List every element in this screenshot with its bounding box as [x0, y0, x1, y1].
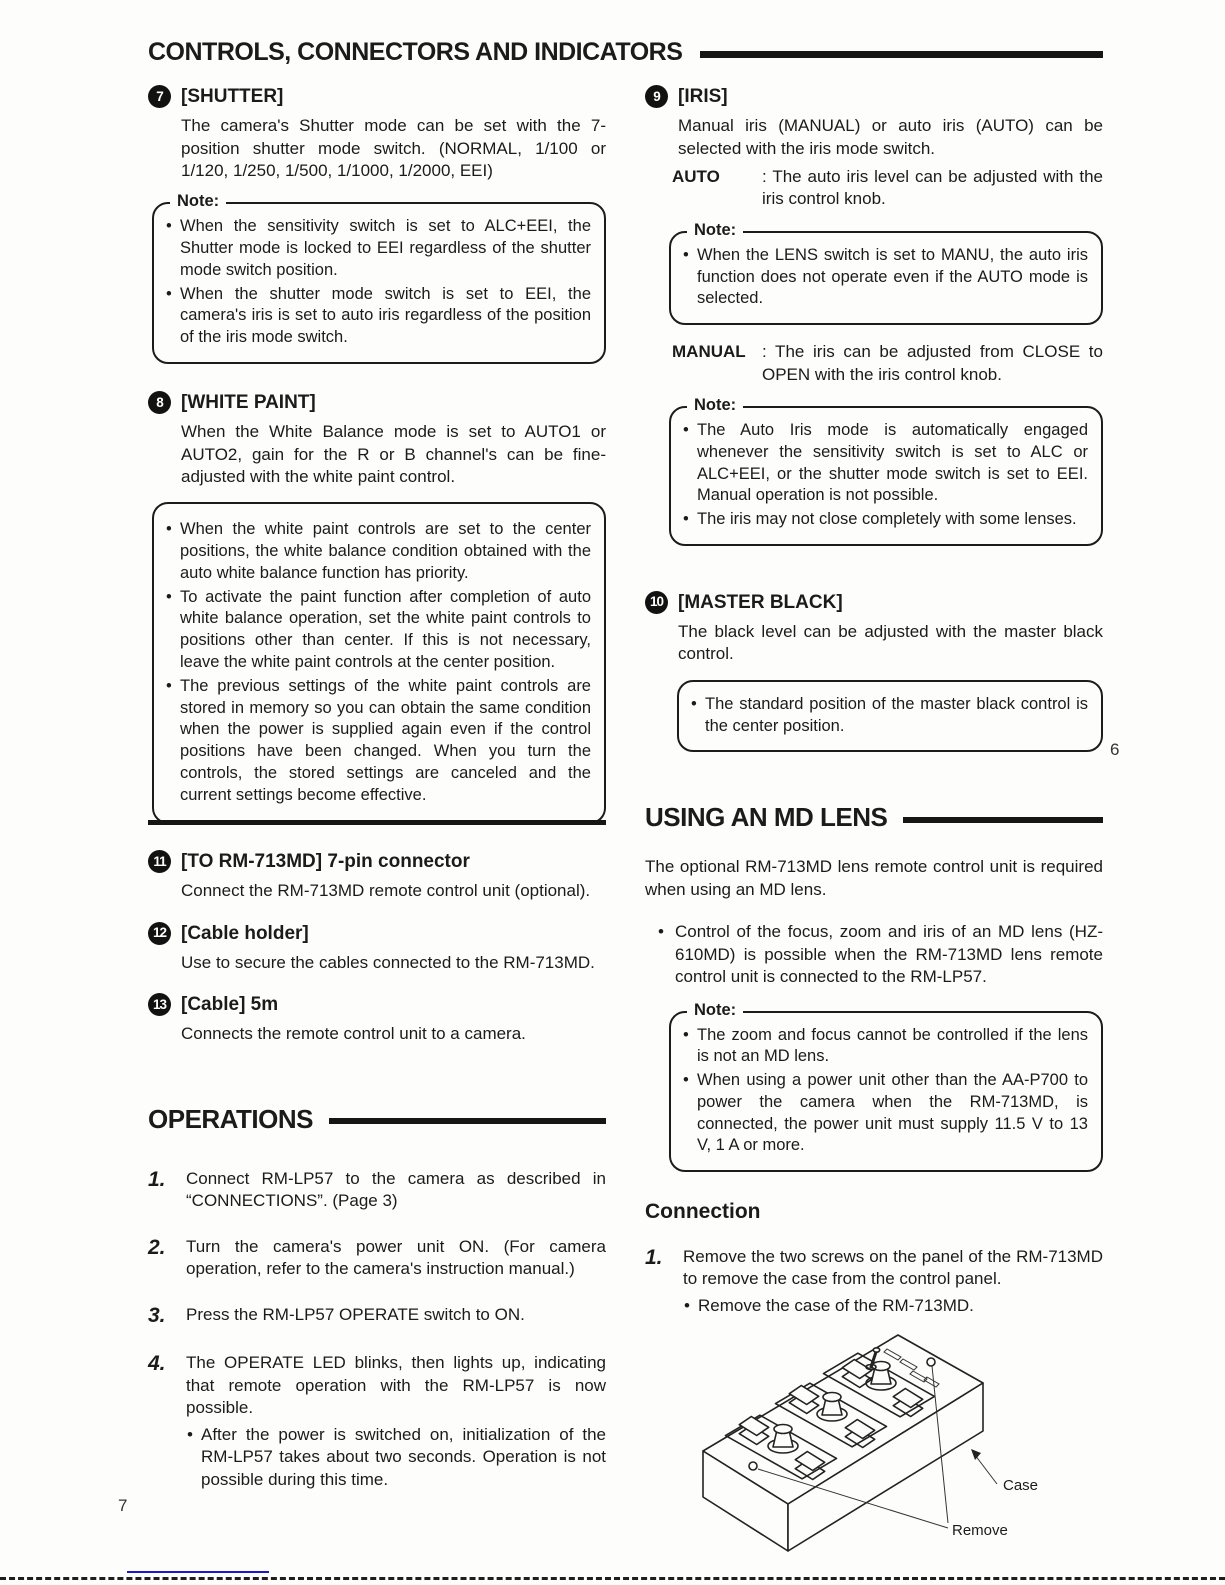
- connection-subheading: Connection: [645, 1200, 761, 1224]
- md-lens-title: USING AN MD LENS: [645, 802, 888, 832]
- step-number: 2.: [148, 1235, 166, 1259]
- operations-step-4: [148, 1350, 606, 1493]
- note-box: [669, 220, 1103, 325]
- section-title: [IRIS]: [678, 86, 728, 107]
- control-unit-illustration: [685, 1327, 1085, 1562]
- note-box: [669, 396, 1103, 546]
- note-box: [152, 502, 606, 824]
- operations-heading: [148, 1102, 606, 1136]
- definition-auto: [672, 166, 1103, 211]
- md-lens-rule: [903, 817, 1103, 823]
- note-item: • The previous settings of the white paint controls are stored in memory so you can obtain the same condition when the power is supplied again even if the control positions have been changed. When you turn the controls, the stored settings are canceled and the current settings become effective.: [165, 676, 591, 807]
- note-item: • The Auto Iris mode is automatically engaged whenever the sensitivity switch is set to ALC or ALC+EEI, or the shutter mode switch is set to EEI. Manual operation is not possible.: [682, 420, 1088, 507]
- note-box: [677, 680, 1103, 753]
- note-box: [669, 1000, 1103, 1173]
- section-number-badge: 10: [645, 591, 668, 614]
- note-item: • The iris may not close completely with some lenses.: [682, 509, 1088, 531]
- section-cable: [148, 992, 606, 1046]
- page-number-6: 6: [1110, 740, 1120, 759]
- section-title: [MASTER BLACK]: [678, 591, 843, 613]
- section-body: The camera's Shutter mode can be set with the 7-position shutter mode switch. (NORMAL, 1/100 or 1/120, 1/250, 1/500, 1/1000, 1/2000, EEI): [181, 116, 606, 180]
- note-item: • When using a power unit other than the AA-P700 to power the camera when the RM-713MD, is connected, the power unit must supply 11.5 V to 13 V, 1 A or more.: [682, 1070, 1088, 1157]
- section-number-badge: 11: [148, 850, 171, 873]
- section-master-black: [645, 590, 1103, 752]
- operations-step-1: [148, 1166, 606, 1213]
- section-connector: [148, 849, 606, 903]
- note-item: • The zoom and focus cannot be controlled if the lens is not an MD lens.: [682, 1025, 1088, 1069]
- header-rule: [700, 51, 1103, 58]
- section-body: Connect the RM-713MD remote control unit (optional).: [181, 881, 591, 901]
- section-title: [WHITE PAINT]: [181, 391, 316, 413]
- definition-term: MANUAL: [672, 342, 746, 362]
- section-title: [Cable holder]: [181, 922, 309, 944]
- section-shutter: [148, 84, 606, 364]
- column-bottom-left: [148, 820, 606, 1514]
- column-top-right: [645, 84, 1103, 768]
- column-top-left: [148, 84, 606, 840]
- step-sub-item: • Remove the case of the RM-713MD.: [683, 1295, 1103, 1317]
- definition-text: : The auto iris level can be adjusted with the iris control knob.: [762, 166, 1103, 209]
- section-number-badge: 8: [148, 391, 171, 414]
- step-number: 3.: [148, 1303, 166, 1327]
- section-cable-holder: [148, 921, 606, 975]
- step-text: Remove the two screws on the panel of the RM-713MD to remove the case from the control panel.: [683, 1246, 1103, 1289]
- section-body: The black level can be adjusted with the master black control.: [678, 621, 1103, 664]
- note-box: [152, 192, 606, 364]
- note-label: Note:: [687, 395, 743, 417]
- section-number-badge: 9: [645, 85, 668, 108]
- section-number-badge: 13: [148, 993, 171, 1016]
- column-bottom-right: [645, 800, 1103, 1562]
- section-white-paint: [148, 390, 606, 824]
- step-text: The OPERATE LED blinks, then lights up, indicating that remote operation with the RM-LP57 is now possible.: [186, 1353, 606, 1418]
- case-arrow-line: [975, 1455, 997, 1484]
- page-title: CONTROLS, CONNECTORS AND INDICATORS: [148, 38, 683, 66]
- diagram-label-case: Case: [1003, 1477, 1039, 1495]
- section-title: [Cable] 5m: [181, 994, 279, 1016]
- definition-text: : The iris can be adjusted from CLOSE to OPEN with the iris control knob.: [762, 342, 1103, 384]
- note-item: • When the white paint controls are set to the center positions, the white balance condition obtained with the auto white balance function has priority.: [165, 519, 591, 584]
- section-title: [TO RM-713MD] 7-pin connector: [181, 851, 470, 872]
- step-text: Connect RM-LP57 to the camera as described in “CONNECTIONS”. (Page 3): [186, 1168, 606, 1211]
- note-item: • The standard position of the master black control is the center position.: [690, 694, 1088, 738]
- case-arrowhead: [971, 1449, 981, 1460]
- section-iris: [645, 84, 1103, 546]
- connection-step-1: [645, 1244, 1103, 1319]
- note-item: • When the shutter mode switch is set to EEI, the camera's iris is set to auto iris regardless of the position of the iris mode switch.: [165, 284, 591, 349]
- md-lens-bullet: • Control of the focus, zoom and iris of an MD lens (HZ-610MD) is possible when the RM-713MD lens remote control unit is connected to the RM-LP57.: [657, 921, 1103, 988]
- section-number-badge: 12: [148, 922, 171, 945]
- note-label: Note:: [687, 220, 743, 242]
- device-diagram: [685, 1327, 1103, 1562]
- step-number: 1.: [645, 1245, 663, 1269]
- page-number-7: 7: [118, 1496, 128, 1515]
- operations-step-2: [148, 1234, 606, 1281]
- footer-dashed-edge: [0, 1577, 1225, 1580]
- note-label: Note:: [687, 1000, 743, 1022]
- md-lens-heading: [645, 800, 1103, 834]
- note-item: • When the LENS switch is set to MANU, the auto iris function does not operate even if the AUTO mode is selected.: [682, 245, 1088, 310]
- section-number-badge: 7: [148, 85, 171, 108]
- definition-manual: [672, 341, 1103, 386]
- operations-rule: [329, 1118, 606, 1124]
- step-text: Turn the camera's power unit ON. (For camera operation, refer to the camera's instruction manual.): [186, 1236, 606, 1279]
- step-number: 4.: [148, 1352, 166, 1376]
- step-text: Press the RM-LP57 OPERATE switch to ON.: [186, 1304, 525, 1324]
- operations-step-3: [148, 1302, 606, 1330]
- section-title: [SHUTTER]: [181, 86, 284, 107]
- operations-title: OPERATIONS: [148, 1103, 313, 1134]
- section-body: Connects the remote control unit to a camera.: [181, 1024, 526, 1044]
- section-body: Manual iris (MANUAL) or auto iris (AUTO) can be selected with the iris mode switch.: [678, 116, 1103, 158]
- footer-blue-line: [127, 1571, 269, 1573]
- note-item: • When the sensitivity switch is set to ALC+EEI, the Shutter mode is locked to EEI regardless of the shutter mode switch position.: [165, 216, 591, 281]
- page-header: [148, 38, 1103, 67]
- section-body: Use to secure the cables connected to the RM-713MD.: [181, 952, 595, 972]
- note-item: • To activate the paint function after completion of auto white balance operation, set the white paint controls to positions other than center. If this is not necessary, leave the white paint controls at the center position.: [165, 587, 591, 674]
- step-number: 1.: [148, 1167, 166, 1191]
- note-label: Note:: [170, 191, 226, 213]
- definition-term: AUTO: [672, 166, 720, 186]
- column-divider-rule: [148, 820, 606, 825]
- md-lens-intro: The optional RM-713MD lens remote control unit is required when using an MD lens.: [645, 857, 1103, 899]
- step-sub-item: • After the power is switched on, initialization of the RM-LP57 takes about two seconds. Operation is not possible during this time.: [186, 1424, 606, 1491]
- section-body: When the White Balance mode is set to AUTO1 or AUTO2, gain for the R or B channel's can be fine-adjusted with the white paint control.: [181, 422, 606, 486]
- diagram-label-remove: Remove: [952, 1522, 1008, 1540]
